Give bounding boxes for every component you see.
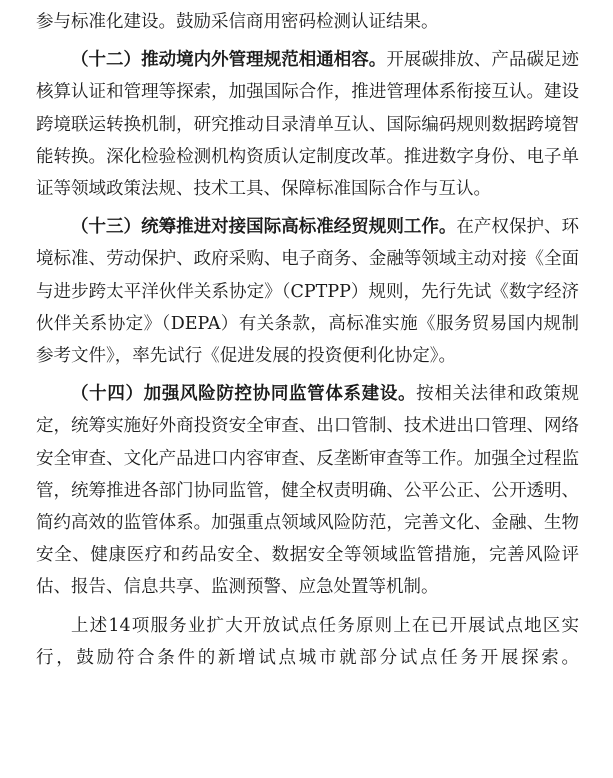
paragraph-section-13: [36, 211, 579, 372]
paragraph-text: 上述14项服务业扩大开放试点任务原则上在已开展试点地区实行，鼓励符合条件的新增试点城市就部分试点任务开展探索。: [36, 615, 579, 668]
paragraph-text: 按相关法律和政策规定，统筹实施好外商投资安全审查、出口管制、技术进出口管理、网络安全审查、文化产品进口内容审查、反垄断审查等工作。加强全过程监管，统筹推进各部门协同监管，健全权责明确、公平公正、公开透明、简约高效的监管体系。加强重点领域风险防范，完善文化、金融、生物安全、健康医疗和药品安全、数据安全等领域监管措施，完善风险评估、报告、信息共享、监测预警、应急处置等机制。: [36, 384, 580, 598]
paragraph-text: 在产权保护、环境标准、劳动保护、政府采购、电子商务、金融等领域主动对接《全面与进步跨太平洋伙伴关系协定》（CPTPP）规则，先行先试《数字经济伙伴关系协定》（DEPA）有关条款，高标准实施《服务贸易国内规制参考文件》，率先试行《促进发展的投资便利化协定》。: [36, 217, 580, 367]
paragraph-section-12: [36, 44, 579, 205]
paragraph-text: 开展碳排放、产品碳足迹核算认证和管理等探索，加强国际合作，推进管理体系衔接互认。建设跨境联运转换机制，研究推动目录清单互认、国际编码规则数据跨境智能转换。深化检验检测机构资质认定制度改革。推进数字身份、电子单证等领域政策法规、技术工具、保障标准国际合作与互认。: [36, 50, 580, 200]
section-heading-12: （十二）推动境内外管理规范相通相容。: [71, 50, 387, 71]
paragraph-intro-continuation: [36, 6, 579, 38]
section-heading-14: （十四）加强风险防控协同监管体系建设。: [71, 384, 417, 405]
paragraph-section-14: [36, 378, 579, 603]
section-heading-13: （十三）统筹推进对接国际高标准经贸规则工作。: [71, 217, 457, 238]
paragraph-closing: [36, 610, 579, 674]
paragraph-text: 参与标准化建设。鼓励采信商用密码检测认证结果。: [36, 12, 439, 32]
